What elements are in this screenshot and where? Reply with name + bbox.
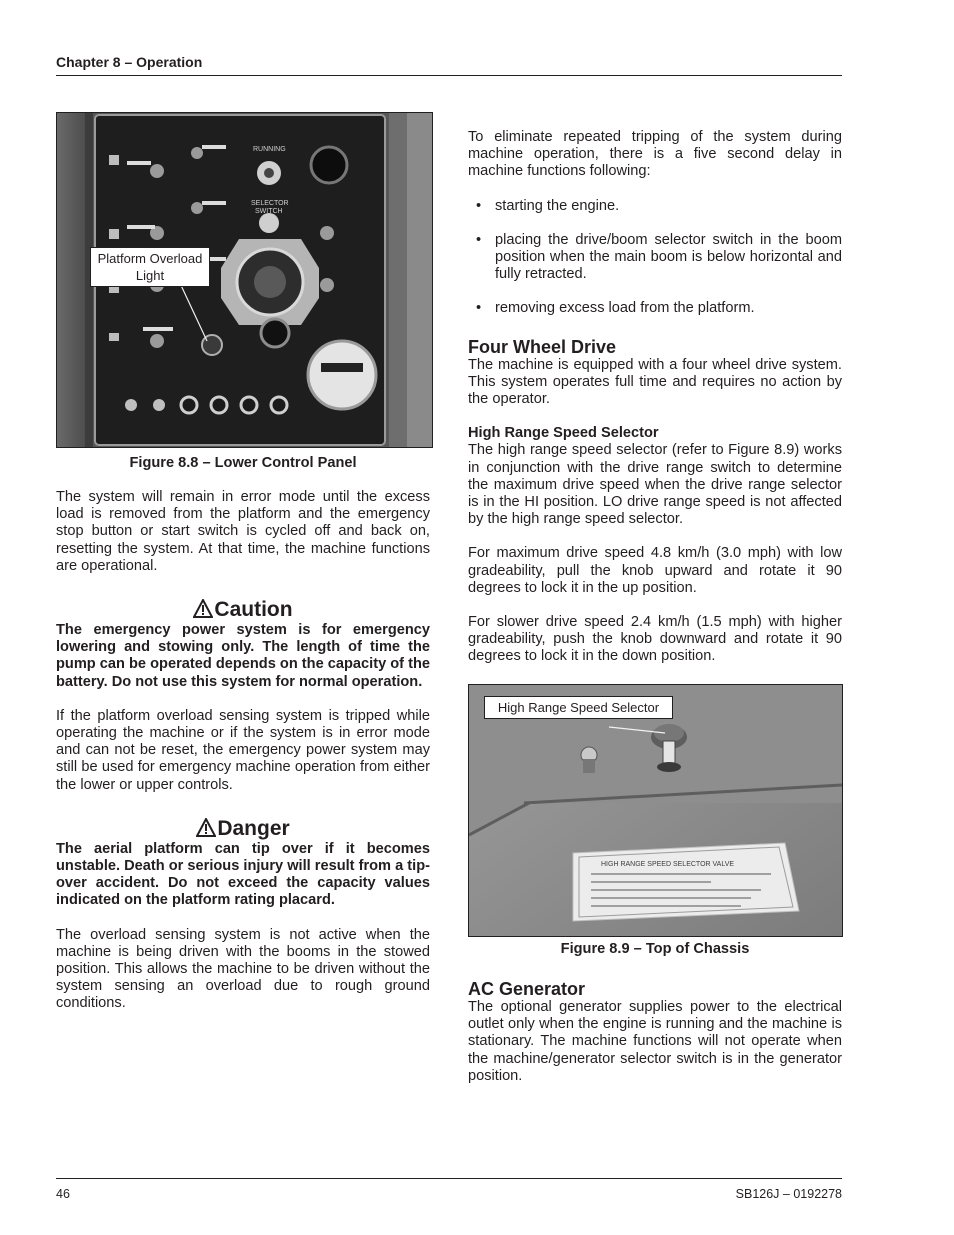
delay-intro-paragraph: To eliminate repeated tripping of the system during machine operation, there is a five second delay in machine functions following: [468,129,842,180]
list-item: • placing the drive/boom selector switch in the boom position when the main boom is below horizontal and fully retracted. [468,232,842,284]
high-range-heading: High Range Speed Selector [468,425,659,442]
footer-rule [56,1178,842,1179]
caution-body: The emergency power system is for emergency lowering and stowing only. The length of time the pump can be operated depends on the capacity of the battery. Do not use this system for normal operation. [56,622,430,690]
page-number: 46 [56,1187,70,1201]
chapter-header: Chapter 8 – Operation [56,54,203,70]
four-wheel-drive-body: The machine is equipped with a four wheel drive system. This system operates full time and requires no action by the operator. [468,356,842,408]
figure-8-9-photo [468,684,843,937]
ac-generator-heading: AC Generator [468,979,586,999]
list-item: • removing excess load from the platform. [468,300,842,317]
slow-speed-paragraph: For slower drive speed 2.4 km/h (1.5 mph) with higher gradeability, push the knob downward and rotate it 90 degrees to lock it in the down position. [468,614,842,665]
document-id: SB126J – 0192278 [735,1187,842,1201]
danger-body: The aerial platform can tip over if it becomes unstable. Death or serious injury will result from a tip-over accident. Do not exceed the capacity values indicated on the platform rating placard. [56,840,430,909]
platform-overload-light-callout: Platform Overload Light [90,247,210,287]
ac-generator-body: The optional generator supplies power to the electrical outlet only when the engine is running and the machine is stationary. The machine functions will not operate when the machine/generator selector switch is in the generator position. [468,999,842,1084]
max-speed-paragraph: For maximum drive speed 4.8 km/h (3.0 mph) with low gradeability, pull the knob upward and rotate it 90 degrees to lock it in the up position. [468,545,842,596]
warning-triangle-icon [193,599,213,618]
right-column-top [468,129,842,666]
panel-label-running: RUNNING [253,146,286,153]
warning-triangle-icon [196,818,216,837]
danger-title: Danger [217,816,290,840]
placard-title: HIGH RANGE SPEED SELECTOR VALVE [601,861,735,868]
four-wheel-drive-heading: Four Wheel Drive [468,336,617,357]
right-column-bottom [468,979,842,1085]
caution-title: Caution [214,598,293,622]
left-column [56,489,430,1013]
panel-label-selector: SELECTOR [251,200,289,207]
danger-heading [56,817,430,841]
list-item: • starting the engine. [468,198,842,215]
overload-not-active-paragraph: The overload sensing system is not active when the machine is being driven with the booms in the stowed position. This allows the machine to be driven without the system sensing an overload due to rough ground conditions. [56,926,430,1012]
high-range-selector-callout: High Range Speed Selector [484,696,673,719]
panel-label-switch: SWITCH [255,208,283,215]
chassis-top-image [469,685,842,936]
caution-heading [56,598,430,622]
header-rule [56,75,842,76]
high-range-body: The high range speed selector (refer to Figure 8.9) works in conjunction with the drive range switch to determine the maximum drive speed when the drive range selector is in the HI position. LO drive range speed is not affected by the high range speed selector. [468,442,842,528]
delay-bullet-list [468,198,842,318]
figure-8-9-caption: Figure 8.9 – Top of Chassis [560,941,750,957]
overload-tripped-paragraph: If the platform overload sensing system is tripped while operating the machine or if the system is in error mode and can not be reset, the emergency power system may still be used for emergency machine operation from either the lower or upper controls. [56,707,430,793]
error-mode-paragraph: The system will remain in error mode until the excess load is removed from the platform and the emergency stop button or start switch is cycled off and back on, resetting the system. At that time, the machine functions are operational. [56,489,430,574]
figure-8-8-caption: Figure 8.8 – Lower Control Panel [129,455,357,471]
